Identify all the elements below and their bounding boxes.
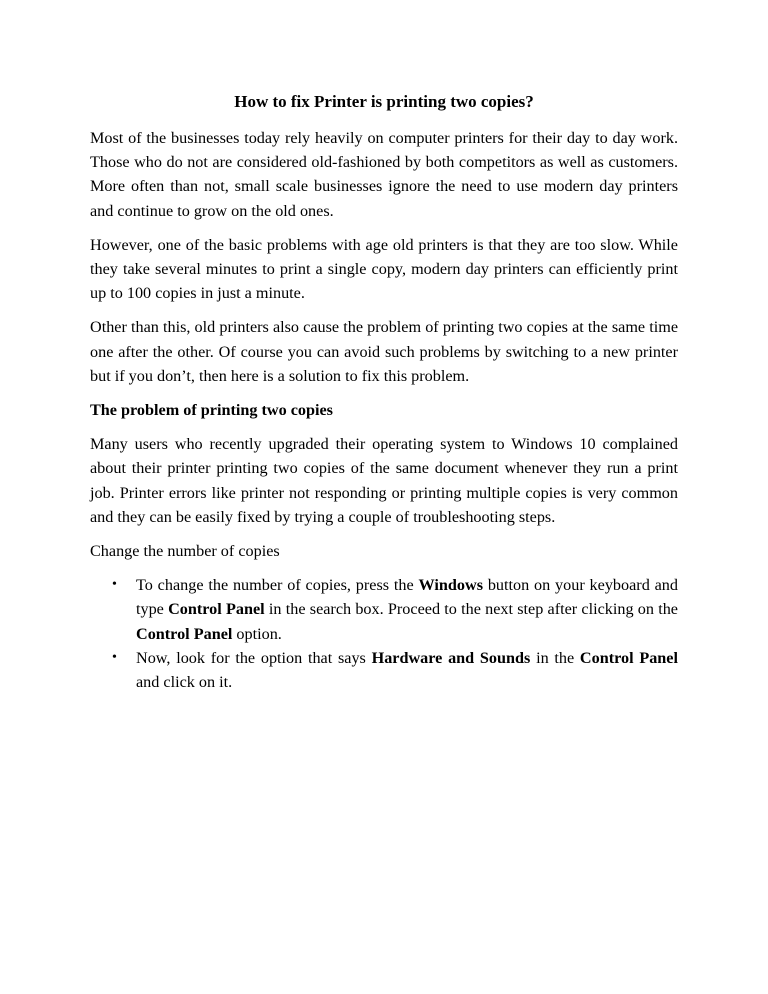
step-text: To change the number of copies, press the [136, 576, 419, 595]
list-item [90, 646, 678, 694]
paragraph-slow-printers: However, one of the basic problems with age old printers is that they are too slow. While they take several minutes to print a single copy, modern day printers can efficiently print up to 100 copies in just a minute. [90, 235, 678, 303]
step-bold-text: Control Panel [579, 648, 678, 667]
step-text: button on your keyboard and type [136, 576, 678, 619]
step-text: in the search box. Proceed to the next step after clicking on the [264, 600, 678, 619]
document-title: How to fix Printer is printing two copies? [234, 92, 534, 111]
step-bold-text: Windows [418, 576, 483, 595]
step-bold-text: Control Panel [136, 624, 233, 643]
bullet-icon: • [112, 649, 117, 665]
step-bold-text: Control Panel [168, 600, 265, 619]
bullet-icon: • [112, 577, 117, 593]
step-text: Now, look for the option that says [136, 648, 372, 667]
paragraph-windows-10: Many users who recently upgraded their operating system to Windows 10 complained about their printer printing two copies of the same document whenever they run a print job. Printer errors like printer not responding or printing multiple copies is very common and they can be easily fixed by trying a couple of troubleshooting steps. [90, 435, 678, 526]
document-body [90, 126, 678, 694]
step-text: option. [232, 624, 282, 643]
list-item [90, 573, 678, 646]
step-bold-text: Hardware and Sounds [371, 648, 531, 667]
step-text: in the [530, 648, 580, 667]
paragraph-two-copies: Other than this, old printers also cause the problem of printing two copies at the same time one after the other. Of course you can avoid such problems by switching to a new printer but if you don’t, then here is a solution to fix this problem. [90, 318, 678, 385]
step-text: and click on it. [136, 673, 233, 692]
section-heading: The problem of printing two copies [90, 401, 333, 420]
paragraph-intro: Most of the businesses today rely heavily on computer printers for their day to day work. Those who do not are considered old-fashioned by both competitors as well as customers. More often than not, small scale businesses ignore the need to use modern day printers and continue to grow on the old ones. [90, 129, 678, 220]
subheading-change-copies: Change the number of copies [90, 542, 280, 561]
steps-list [90, 573, 678, 694]
